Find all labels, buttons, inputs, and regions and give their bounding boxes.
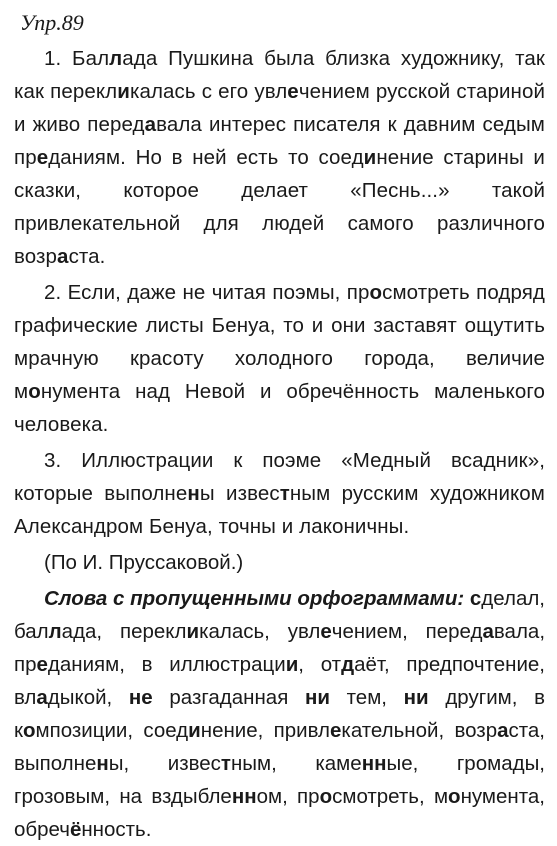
paragraph-3: 3. Иллюстрации к поэме «Медный всадник», которые выполнены известным русским художником Александром Бенуа, точны и лаконичны. bbox=[14, 449, 545, 538]
missing-spellings-title: Слова с пропущенными орфограммами: bbox=[44, 587, 465, 610]
missing-spellings-words: сделал, баллада, перекликалась, увлечением, передавала, преданиям, в иллюстрации, отдаёт, предпочтение, владыкой, не разгаданная ни тем, ни другим, в композиции, соединение, привлекательной, возраста, выполнены, известным, каменные, громады, грозовым, на вздыбленном, просмотреть, монумента, обречённость. bbox=[14, 587, 546, 841]
paragraph-1: 1. Баллада Пушкина была близка художнику, так как перекликалась с его увлечением русской стариной и живо передавала интерес писателя к давним седым преданиям. Но в ней есть то соединение старины и сказки, которое делает «Песнь...» такой привлекательной для людей самого различного возраста. bbox=[14, 47, 545, 268]
missing-spellings-list bbox=[14, 582, 545, 846]
source-citation: (По И. Пруссаковой.) bbox=[44, 551, 244, 574]
paragraph-2: 2. Если, даже не читая поэмы, просмотреть подряд графические листы Бенуа, то и они заставят ощутить мрачную красоту холодного города, величие монумента над Невой и обречённость маленького человека. bbox=[14, 281, 545, 436]
exercise-label: Упр.89 bbox=[20, 10, 84, 35]
